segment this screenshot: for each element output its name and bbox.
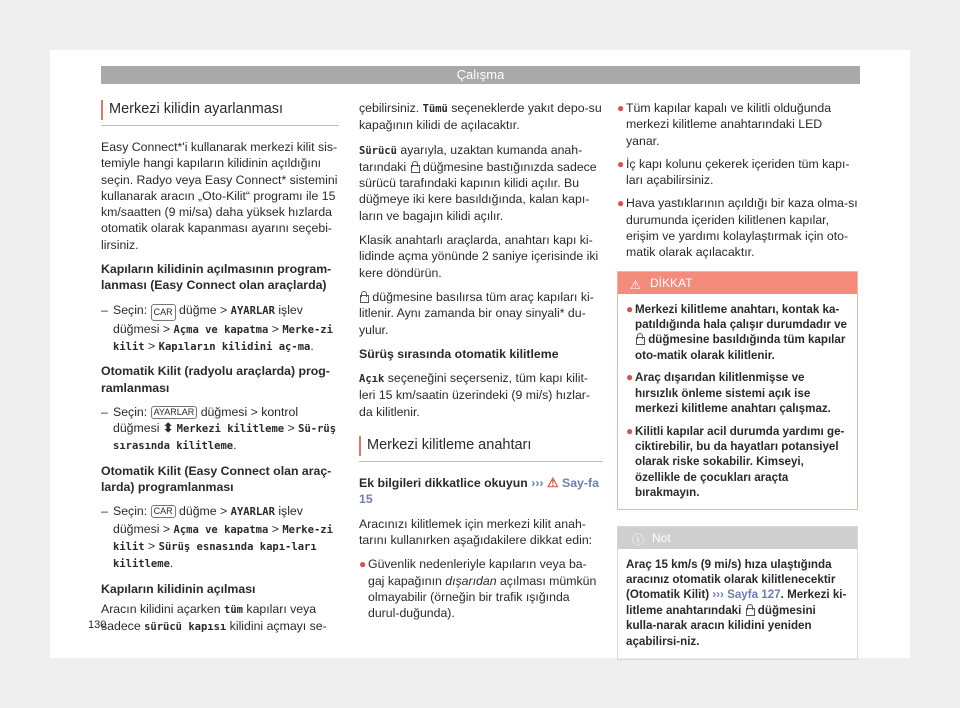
car-button-icon: CAR xyxy=(151,304,176,321)
intro-paragraph: Easy Connect*'i kullanarak merkezi kilit sis-temiyle hangi kapıların kilidinin açıldığını seçin. Radyo veya Easy Connect* sistemini kullanarak aracın „Oto-Kilit“ programı ile 15 km/saatten (9 mi/sa) daha yüksek hızlarda otomatik olarak kapanması ayarını seçebi-lirsiniz. xyxy=(101,140,338,252)
heading-unlock-programming: Kapıların kilidinin açılmasının program-lanması (Easy Connect olan araçlarda) xyxy=(101,262,332,293)
page-number: 130 xyxy=(88,619,107,631)
step-unlock-programming: – Seçin: CAR düğme > AYARLAR işlev düğmesi > Açma ve kapatma > Merke-zi kilit > Kapıların kilidini aç-ma. xyxy=(101,302,333,353)
read-additional-info: Ek bilgileri dikkatlice okuyun ››› ⚠ Say-fa 15 xyxy=(359,475,599,507)
heading-auto-lock-easy-connect: Otomatik Kilit (Easy Connect olan araç-larda) programlanması xyxy=(101,463,332,495)
paragraph-all-option: çebilirsiniz. Tümü seçeneklerde yakıt depo-su kapağının kilidi de açılacaktır. xyxy=(359,101,602,133)
column-middle xyxy=(359,100,603,628)
lock-icon xyxy=(359,291,369,302)
warning-item: ● Merkezi kilitleme anahtarı, kontak ka-patıldığında hala çalışır durumdadır ve düğmesine basıldığında tüm kapılar oto-matik olarak kilitlenir. xyxy=(626,301,847,362)
paragraph-lock-switch-intro: Aracınızı kilitlemek için merkezi kilit anah-tarını kullanırken aşağıdakilere dikkat edin: xyxy=(359,516,593,547)
heading-auto-lock-radio: Otomatik Kilit (radyolu araçlarda) prog-ramlanması xyxy=(101,364,330,395)
column-left xyxy=(101,100,339,643)
note-box xyxy=(617,526,858,660)
warning-icon: ⚠ xyxy=(630,277,641,292)
paragraph-on-option: Açık seçeneğini seçerseniz, tüm kapı kilit-leri 15 km/saatin üzerindeki (9 mi/s) hızlar-da kilitlenir. xyxy=(359,371,590,419)
car-button-icon: CAR xyxy=(151,505,176,518)
note-header: ⓘ Not xyxy=(618,527,857,549)
step-auto-lock-radio: – Seçin: AYARLAR düğmesi > kontrol düğmesi ⬍ Merkezi kilitleme > Sü-rüş sırasında kilitleme. xyxy=(101,404,337,453)
bullet-item: ● Tüm kapılar kapalı ve kilitli olduğunda merkezi kilitleme anahtarındaki LED yanar. xyxy=(617,101,832,148)
paragraph-unlocking: Aracın kilidini açarken tüm kapıları veya sadece sürücü kapısı kilidini açmayı se- xyxy=(101,601,327,634)
bullet-item: ● İç kapı kolunu çekerek içeriden tüm kapı-ları açabilirsiniz. xyxy=(617,156,850,188)
warning-header: ⚠ DİKKAT xyxy=(618,272,857,294)
unlock-icon xyxy=(410,161,420,172)
ref-arrow[interactable]: ››› xyxy=(531,476,544,491)
heading-unlocking: Kapıların kilidinin açılması xyxy=(101,581,256,596)
manual-page xyxy=(50,50,910,658)
updown-arrow-icon: ⬍ xyxy=(162,421,177,436)
section-title-lock-switch: Merkezi kilitleme anahtarı xyxy=(359,436,603,462)
column-right xyxy=(617,100,858,660)
step-auto-lock-easy-connect: – Seçin: CAR düğme > AYARLAR işlev düğmesi > Açma ve kapatma > Merke-zi kilit > Sürüş esnasında kapı-ları kilitleme. xyxy=(101,504,333,571)
warning-triangle-icon: ⚠ xyxy=(546,475,559,491)
bullet-item: ● Hava yastıklarının açıldığı bir kaza olma-sı durumunda içeriden kilitlenen kapılar, erişim ve yardımı kolaylaştırmak için oto-matik olarak açılacaktır. xyxy=(617,196,858,260)
chapter-header: Çalışma xyxy=(101,66,860,84)
heading-auto-lock-driving: Sürüş sırasında otomatik kilitleme xyxy=(359,346,559,361)
section-title-central-lock: Merkezi kilidin ayarlanması xyxy=(101,100,339,126)
unlock-icon xyxy=(745,604,755,615)
page-ref-link[interactable]: ››› Sayfa 127 xyxy=(712,588,781,602)
warning-item: ● Kilitli kapılar acil durumda yardımı ge-ciktirebilir, bu da hayatları potansiyel olarak riske sokabilir. Kimseyi, özellikle de çocukları araçta bırakmayın. xyxy=(626,423,845,500)
paragraph-classic-key: Klasik anahtarlı araçlarda, anahtarı kapı ki-lidinde açma yönünde 2 saniye içerisinde iki kere döndürün. xyxy=(359,233,599,280)
info-icon: ⓘ xyxy=(632,532,645,547)
paragraph-driver-option: Sürücü ayarıyla, uzaktan kumanda anah-tarındaki düğmesine bastığınızda sadece sürücü tarafındaki kapının kilidi açılır. Bu düğmeye iki kere basıldığında, kalan kapı-ların ve bagajın kilidi açılır. xyxy=(359,142,597,223)
note-body: Araç 15 km/s (9 mi/s) hıza ulaştığında aracınız otomatik olarak kilitlenecektir (Otomatik Kilit) ››› Sayfa 127. Merkezi ki-litleme anahtarındaki düğmesini kulla-narak aracın kilidini yeniden açabilirsi-niz. xyxy=(626,557,847,648)
page-ref-link[interactable]: Say-fa 15 xyxy=(359,476,599,507)
lock-icon xyxy=(635,333,645,344)
paragraph-lock-button: düğmesine basılırsa tüm araç kapıları ki-litlenir. Aynı zamanda bir onay sinyali* du-yulur. xyxy=(359,289,594,337)
settings-key-icon: AYARLAR xyxy=(151,406,198,419)
warning-item: ● Araç dışarıdan kilitlenmişse ve hırsızlık önleme sistemi açık ise merkezi kilitleme anahtarı çalışmaz. xyxy=(626,370,831,416)
warning-box xyxy=(617,271,858,510)
warning-body xyxy=(618,294,857,509)
bullet-item: ● Güvenlik nedenleriyle kapıların veya ba-gaj kapağının dışarıdan açılması mümkün olmayabilir (örneğin bir trafik ışığında durul-duğunda). xyxy=(359,557,597,621)
